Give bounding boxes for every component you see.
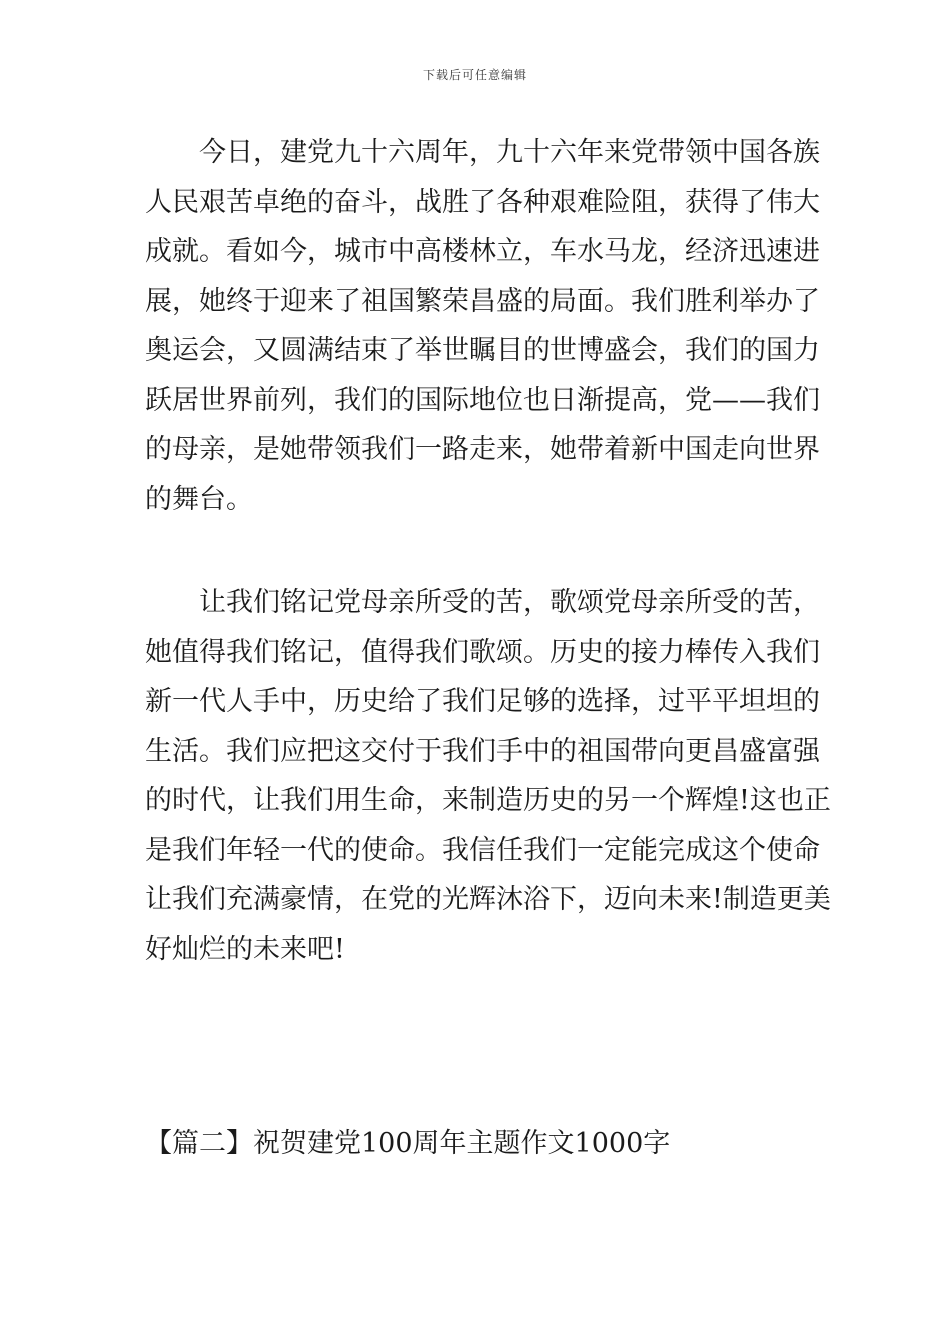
paragraph-line: 好灿烂的未来吧! (145, 933, 345, 965)
paragraph-line: 她值得我们铭记，值得我们歌颂。历史的接力棒传入我们 (145, 636, 820, 668)
paragraph-line: 奥运会，又圆满结束了举世瞩目的世博盛会，我们的国力 (145, 335, 820, 366)
section-heading: 【篇二】祝贺建党100周年主题作文1000字 (145, 1128, 671, 1159)
paragraph-line: 展，她终于迎来了祖国繁荣昌盛的局面。我们胜利举办了 (145, 285, 820, 317)
paragraph-line: 今日，建党九十六周年，九十六年来党带领中国各族 (199, 137, 820, 168)
paragraph-line: 新一代人手中，历史给了我们足够的选择，过平平坦坦的 (145, 686, 820, 717)
paragraph-line: 跃居世界前列，我们的国际地位也日渐提高，党——我们 (145, 384, 820, 416)
paragraph-line: 人民艰苦卓绝的奋斗，战胜了各种艰难险阻，获得了伟大 (145, 186, 820, 218)
paragraph-line: 成就。看如今，城市中高楼林立，车水马龙，经济迅速进 (145, 236, 820, 267)
paragraph-line: 的舞台。 (145, 483, 253, 515)
paragraph-line: 的母亲，是她带领我们一路走来，她带着新中国走向世界 (145, 434, 820, 465)
paragraph-1 (145, 128, 820, 524)
paragraph-2 (145, 578, 831, 974)
paragraph-line: 是我们年轻一代的使命。我信任我们一定能完成这个使命 (145, 834, 820, 866)
paragraph-line: 让我们铭记党母亲所受的苦，歌颂党母亲所受的苦， (199, 587, 820, 618)
paragraph-line: 生活。我们应把这交付于我们手中的祖国带向更昌盛富强 (145, 735, 820, 767)
header-note: 下载后可任意编辑 (422, 68, 527, 82)
paragraph-line: 的时代，让我们用生命，来制造历史的另一个辉煌!这也正 (145, 785, 831, 816)
paragraph-line: 让我们充满豪情，在党的光辉沐浴下，迈向未来!制造更美 (145, 884, 831, 915)
